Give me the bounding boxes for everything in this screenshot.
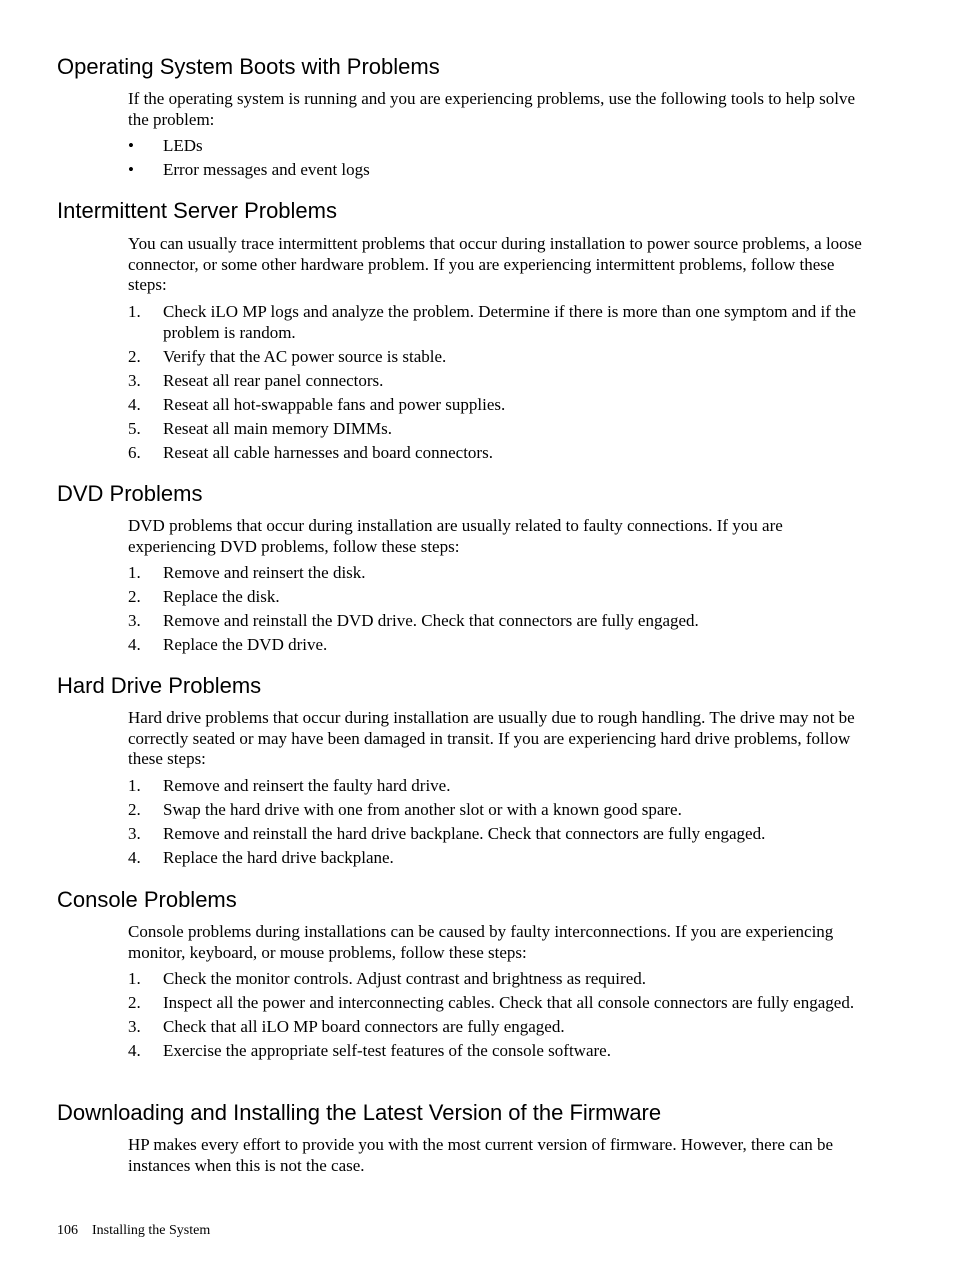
list-item <box>128 587 873 608</box>
list-item-text: Replace the DVD drive. <box>163 635 328 654</box>
list-item-text: Check iLO MP logs and analyze the problem. Determine if there is more than one symptom and if the problem is random. <box>163 302 856 342</box>
list-item <box>128 776 873 797</box>
section-heading: Console Problems <box>57 887 237 912</box>
list-item <box>128 302 873 343</box>
numbered-list <box>128 563 873 659</box>
list-item <box>128 824 873 845</box>
list-item <box>128 800 873 821</box>
list-number: 2. <box>128 800 141 819</box>
section-intro: Hard drive problems that occur during installation are usually due to rough handling. The drive may not be correctly seated or may have been damaged in transit. If you are experiencing hard drive problems, follow these steps: <box>128 708 855 769</box>
list-number: 3. <box>128 611 141 630</box>
list-item-text: LEDs <box>163 136 203 155</box>
list-number: 1. <box>128 969 141 988</box>
list-item-text: Reseat all cable harnesses and board connectors. <box>163 442 493 462</box>
section-heading: Downloading and Installing the Latest Version of the Firmware <box>57 1100 662 1125</box>
list-item <box>128 635 873 656</box>
section-heading: DVD Problems <box>57 481 203 506</box>
list-number: 6. <box>128 442 141 462</box>
list-number: 1. <box>128 563 141 582</box>
list-number: 2. <box>128 346 141 366</box>
section-heading: Hard Drive Problems <box>57 673 262 698</box>
page-footer <box>57 1222 210 1240</box>
list-item <box>128 395 873 416</box>
list-item <box>128 1017 873 1038</box>
list-item-text: Remove and reinstall the hard drive backplane. Check that connectors are fully engaged. <box>163 824 766 843</box>
list-item <box>128 611 873 632</box>
list-item-text: Reseat all hot-swappable fans and power supplies. <box>163 394 506 414</box>
list-item-text: Check the monitor controls. Adjust contrast and brightness as required. <box>163 969 646 988</box>
list-item <box>128 371 873 392</box>
section-intro: DVD problems that occur during installation are usually related to faulty connections. If you are experiencing DVD problems, follow these steps: <box>128 516 783 556</box>
numbered-list <box>128 969 873 1065</box>
list-number: 3. <box>128 1017 141 1036</box>
list-number: 2. <box>128 587 141 606</box>
list-item-text: Verify that the AC power source is stable. <box>163 346 447 366</box>
list-number: 4. <box>128 635 141 654</box>
list-item-text: Exercise the appropriate self-test features of the console software. <box>163 1041 611 1060</box>
list-item-text: Remove and reinstall the DVD drive. Check that connectors are fully engaged. <box>163 611 699 630</box>
list-number: 4. <box>128 394 141 414</box>
list-item-text: Reseat all main memory DIMMs. <box>163 418 392 438</box>
list-item <box>128 419 873 440</box>
list-item <box>128 160 873 181</box>
list-number: 2. <box>128 993 141 1012</box>
list-item-text: Reseat all rear panel connectors. <box>163 370 384 390</box>
list-number: 3. <box>128 824 141 843</box>
chapter-title: Installing the System <box>92 1223 211 1238</box>
list-item <box>128 347 873 368</box>
list-number: 4. <box>128 1041 141 1060</box>
list-item-text: Remove and reinsert the disk. <box>163 563 366 582</box>
section-intro: You can usually trace intermittent problems that occur during installation to power source problems, a loose connector, or some other hardware problem. If you are experiencing intermittent problems, follow these steps: <box>128 234 862 295</box>
page-number: 106 <box>57 1223 78 1238</box>
list-item-text: Remove and reinsert the faulty hard drive. <box>163 776 451 795</box>
section-heading: Operating System Boots with Problems <box>57 54 440 79</box>
bullet-marker: • <box>128 136 134 155</box>
section-intro: HP makes every effort to provide you with the most current version of firmware. However, there can be instances when this is not the case. <box>128 1135 834 1175</box>
list-item-text: Inspect all the power and interconnecting cables. Check that all console connectors are fully engaged. <box>163 993 855 1012</box>
list-item <box>128 993 873 1014</box>
numbered-list <box>128 302 873 467</box>
section-heading: Intermittent Server Problems <box>57 198 337 223</box>
list-item-text: Error messages and event logs <box>163 160 370 179</box>
list-item-text: Check that all iLO MP board connectors are fully engaged. <box>163 1017 565 1036</box>
section-intro: If the operating system is running and you are experiencing problems, use the following tools to help solve the problem: <box>128 89 856 129</box>
numbered-list <box>128 776 873 872</box>
list-item <box>128 1041 873 1062</box>
bullet-marker: • <box>128 160 134 179</box>
list-item <box>128 443 873 464</box>
list-item <box>128 848 873 869</box>
list-number: 1. <box>128 776 141 795</box>
list-number: 1. <box>128 302 141 321</box>
list-number: 5. <box>128 418 141 438</box>
list-item <box>128 969 873 990</box>
bullet-list <box>128 136 873 184</box>
list-item <box>128 563 873 584</box>
list-item-text: Replace the disk. <box>163 587 280 606</box>
list-item <box>128 136 873 157</box>
list-number: 3. <box>128 370 141 390</box>
list-item-text: Swap the hard drive with one from another slot or with a known good spare. <box>163 800 682 819</box>
list-number: 4. <box>128 848 141 867</box>
list-item-text: Replace the hard drive backplane. <box>163 848 394 867</box>
section-intro: Console problems during installations can be caused by faulty interconnections. If you are experiencing monitor, keyboard, or mouse problems, follow these steps: <box>128 922 834 962</box>
